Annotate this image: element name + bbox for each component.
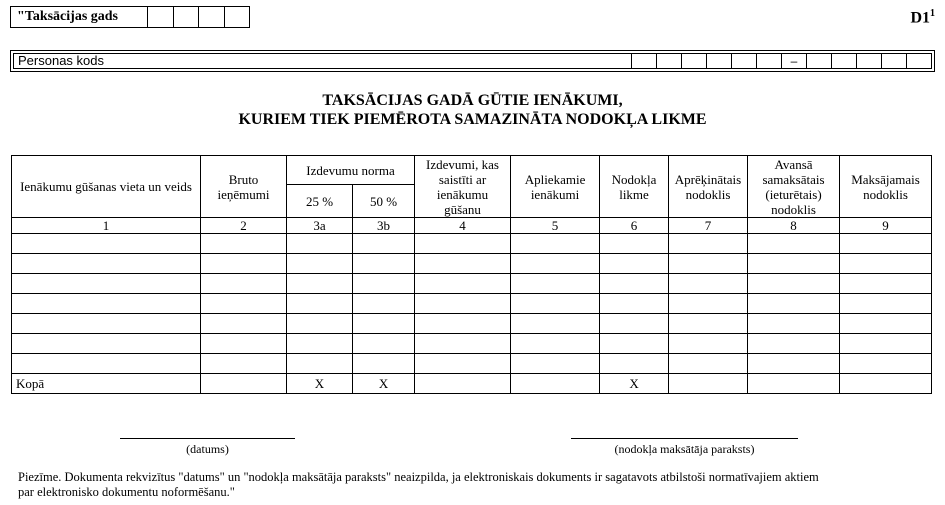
- tax-year-box: [10, 6, 250, 28]
- table-cell[interactable]: [201, 294, 287, 314]
- table-cell[interactable]: [201, 234, 287, 254]
- column-number: 7: [669, 218, 748, 234]
- personal-code-digit-cell[interactable]: [707, 54, 732, 68]
- table-cell[interactable]: [748, 294, 840, 314]
- personal-code-digit-cell[interactable]: [832, 54, 857, 68]
- table-row: [12, 274, 932, 294]
- table-cell[interactable]: [748, 354, 840, 374]
- header-norm-50: 50 %: [353, 185, 415, 218]
- table-cell[interactable]: [287, 274, 353, 294]
- table-cell[interactable]: [353, 254, 415, 274]
- table-cell[interactable]: [415, 254, 511, 274]
- table-cell[interactable]: [287, 234, 353, 254]
- table-cell[interactable]: [12, 334, 201, 354]
- table-cell[interactable]: [12, 354, 201, 374]
- column-number: 5: [511, 218, 600, 234]
- table-cell[interactable]: [12, 314, 201, 334]
- total-label: Kopā: [12, 374, 201, 394]
- table-cell[interactable]: [840, 234, 932, 254]
- table-cell[interactable]: [353, 234, 415, 254]
- table-row: [12, 234, 932, 254]
- table-cell[interactable]: [600, 234, 669, 254]
- date-line[interactable]: [120, 438, 295, 439]
- footnote: [18, 470, 918, 500]
- tax-year-label: "Taksācijas gads: [11, 7, 148, 27]
- form-code: [910, 8, 935, 27]
- tax-year-digit-cell[interactable]: [174, 7, 200, 27]
- table-cell[interactable]: [201, 274, 287, 294]
- table-cell[interactable]: [669, 314, 748, 334]
- table-cell[interactable]: [669, 274, 748, 294]
- table-cell[interactable]: [287, 254, 353, 274]
- table-cell[interactable]: [748, 314, 840, 334]
- table-cell[interactable]: [12, 234, 201, 254]
- table-cell[interactable]: [201, 314, 287, 334]
- table-row: [12, 354, 932, 374]
- form-code-superscript: 1: [930, 8, 935, 19]
- column-number: 3a: [287, 218, 353, 234]
- table-cell[interactable]: [415, 274, 511, 294]
- table-cell[interactable]: [748, 374, 840, 394]
- header-gross: Bruto ieņēmumi: [201, 156, 287, 218]
- header-calculated: Aprēķinātais nodoklis: [669, 156, 748, 218]
- personal-code-digit-cell[interactable]: [632, 54, 657, 68]
- table-cell[interactable]: [415, 334, 511, 354]
- personal-code-digit-cell[interactable]: [732, 54, 757, 68]
- table-row: [12, 294, 932, 314]
- table-cell[interactable]: [669, 294, 748, 314]
- table-cell[interactable]: [600, 334, 669, 354]
- table-cell[interactable]: [353, 294, 415, 314]
- form-code-text: D1: [910, 9, 930, 27]
- table-cell[interactable]: [415, 234, 511, 254]
- personal-code-box: [10, 50, 935, 72]
- personal-code-digit-cell[interactable]: [857, 54, 882, 68]
- table-cell[interactable]: [748, 234, 840, 254]
- table-cell[interactable]: [287, 294, 353, 314]
- table-cell[interactable]: [600, 254, 669, 274]
- personal-code-digit-cell[interactable]: [807, 54, 832, 68]
- total-row: [12, 374, 932, 394]
- page-title: [0, 91, 945, 129]
- personal-code-digit-cell[interactable]: [882, 54, 907, 68]
- table-cell[interactable]: [201, 254, 287, 274]
- table-row: [12, 314, 932, 334]
- total-x-mark: X: [353, 374, 415, 394]
- personal-code-digit-cell[interactable]: [907, 54, 931, 68]
- tax-year-digit-cell[interactable]: [225, 7, 250, 27]
- table-cell[interactable]: [353, 274, 415, 294]
- personal-code-separator: –: [782, 54, 807, 68]
- title-line-1: TAKSĀCIJAS GADĀ GŪTIE IENĀKUMI,: [322, 92, 623, 109]
- table-cell[interactable]: [511, 314, 600, 334]
- table-cell[interactable]: [840, 294, 932, 314]
- date-caption: (datums): [186, 442, 229, 456]
- title-line-2: KURIEM TIEK PIEMĒROTA SAMAZINĀTA NODOKĻA LIKME: [238, 111, 707, 128]
- table-cell[interactable]: [415, 294, 511, 314]
- table-cell[interactable]: [12, 294, 201, 314]
- table-cell[interactable]: [669, 374, 748, 394]
- table-cell[interactable]: [353, 334, 415, 354]
- table-cell[interactable]: [511, 254, 600, 274]
- tax-year-digit-cell[interactable]: [199, 7, 225, 27]
- income-table: [11, 155, 932, 394]
- table-cell[interactable]: [669, 234, 748, 254]
- table-cell[interactable]: [201, 334, 287, 354]
- column-number: 3b: [353, 218, 415, 234]
- header-expense-norm: Izdevumu norma: [287, 156, 415, 185]
- column-number-row: [12, 218, 932, 234]
- table-cell[interactable]: [840, 314, 932, 334]
- table-cell[interactable]: [12, 274, 201, 294]
- table-cell[interactable]: [415, 314, 511, 334]
- table-cell[interactable]: [511, 274, 600, 294]
- header-taxable: Apliekamie ienākumi: [511, 156, 600, 218]
- signature-line[interactable]: [571, 438, 798, 439]
- table-cell[interactable]: [600, 294, 669, 314]
- table-row: [12, 254, 932, 274]
- table-cell[interactable]: [287, 334, 353, 354]
- table-cell[interactable]: [748, 254, 840, 274]
- table-cell[interactable]: [748, 334, 840, 354]
- table-cell[interactable]: [201, 374, 287, 394]
- table-cell[interactable]: [511, 234, 600, 254]
- table-cell[interactable]: [511, 374, 600, 394]
- table-cell[interactable]: [748, 274, 840, 294]
- header-advance: Avansā samaksātais (ieturētais) nodoklis: [748, 156, 840, 218]
- header-payable: Maksājamais nodoklis: [840, 156, 932, 218]
- table-cell[interactable]: [511, 294, 600, 314]
- signature-caption: (nodokļa maksātāja paraksts): [614, 442, 755, 456]
- column-number: 4: [415, 218, 511, 234]
- table-cell[interactable]: [287, 354, 353, 374]
- header-tax-rate: Nodokļa likme: [600, 156, 669, 218]
- table-cell[interactable]: [353, 354, 415, 374]
- personal-code-label: Personas kods: [14, 54, 632, 68]
- column-number: 1: [12, 218, 201, 234]
- table-cell[interactable]: [600, 274, 669, 294]
- table-cell[interactable]: [669, 254, 748, 274]
- column-number: 2: [201, 218, 287, 234]
- total-x-mark: X: [287, 374, 353, 394]
- table-cell[interactable]: [600, 354, 669, 374]
- tax-year-digit-cell[interactable]: [148, 7, 174, 27]
- footnote-line-1: Piezīme. Dokumenta rekvizītus "datums" un "nodokļa maksātāja paraksts" neaizpilda, ja elektroniskais dokuments ir sagatavots atbilstoši normatīvajiem aktiem: [18, 470, 819, 484]
- table-cell[interactable]: [287, 314, 353, 334]
- column-number: 9: [840, 218, 932, 234]
- table-cell[interactable]: [840, 374, 932, 394]
- table-cell[interactable]: [669, 354, 748, 374]
- table-cell[interactable]: [840, 334, 932, 354]
- table-cell[interactable]: [600, 314, 669, 334]
- total-x-mark: X: [600, 374, 669, 394]
- table-cell[interactable]: [840, 254, 932, 274]
- personal-code-digit-cell[interactable]: [757, 54, 782, 68]
- table-cell[interactable]: [201, 354, 287, 374]
- table-cell[interactable]: [353, 314, 415, 334]
- footnote-line-2: par elektronisko dokumentu noformēšanu.": [18, 485, 235, 499]
- table-cell[interactable]: [840, 354, 932, 374]
- table-cell[interactable]: [415, 374, 511, 394]
- table-cell[interactable]: [840, 274, 932, 294]
- header-expenses: Izdevumi, kas saistīti ar ienākumu gūšanu: [415, 156, 511, 218]
- header-income-source: Ienākumu gūšanas vieta un veids: [12, 156, 201, 218]
- table-cell[interactable]: [12, 254, 201, 274]
- column-number: 8: [748, 218, 840, 234]
- table-cell[interactable]: [415, 354, 511, 374]
- personal-code-digit-cell[interactable]: [682, 54, 707, 68]
- header-norm-25: 25 %: [287, 185, 353, 218]
- table-cell[interactable]: [669, 334, 748, 354]
- table-row: [12, 334, 932, 354]
- table-cell[interactable]: [511, 354, 600, 374]
- personal-code-digit-cell[interactable]: [657, 54, 682, 68]
- column-number: 6: [600, 218, 669, 234]
- table-cell[interactable]: [511, 334, 600, 354]
